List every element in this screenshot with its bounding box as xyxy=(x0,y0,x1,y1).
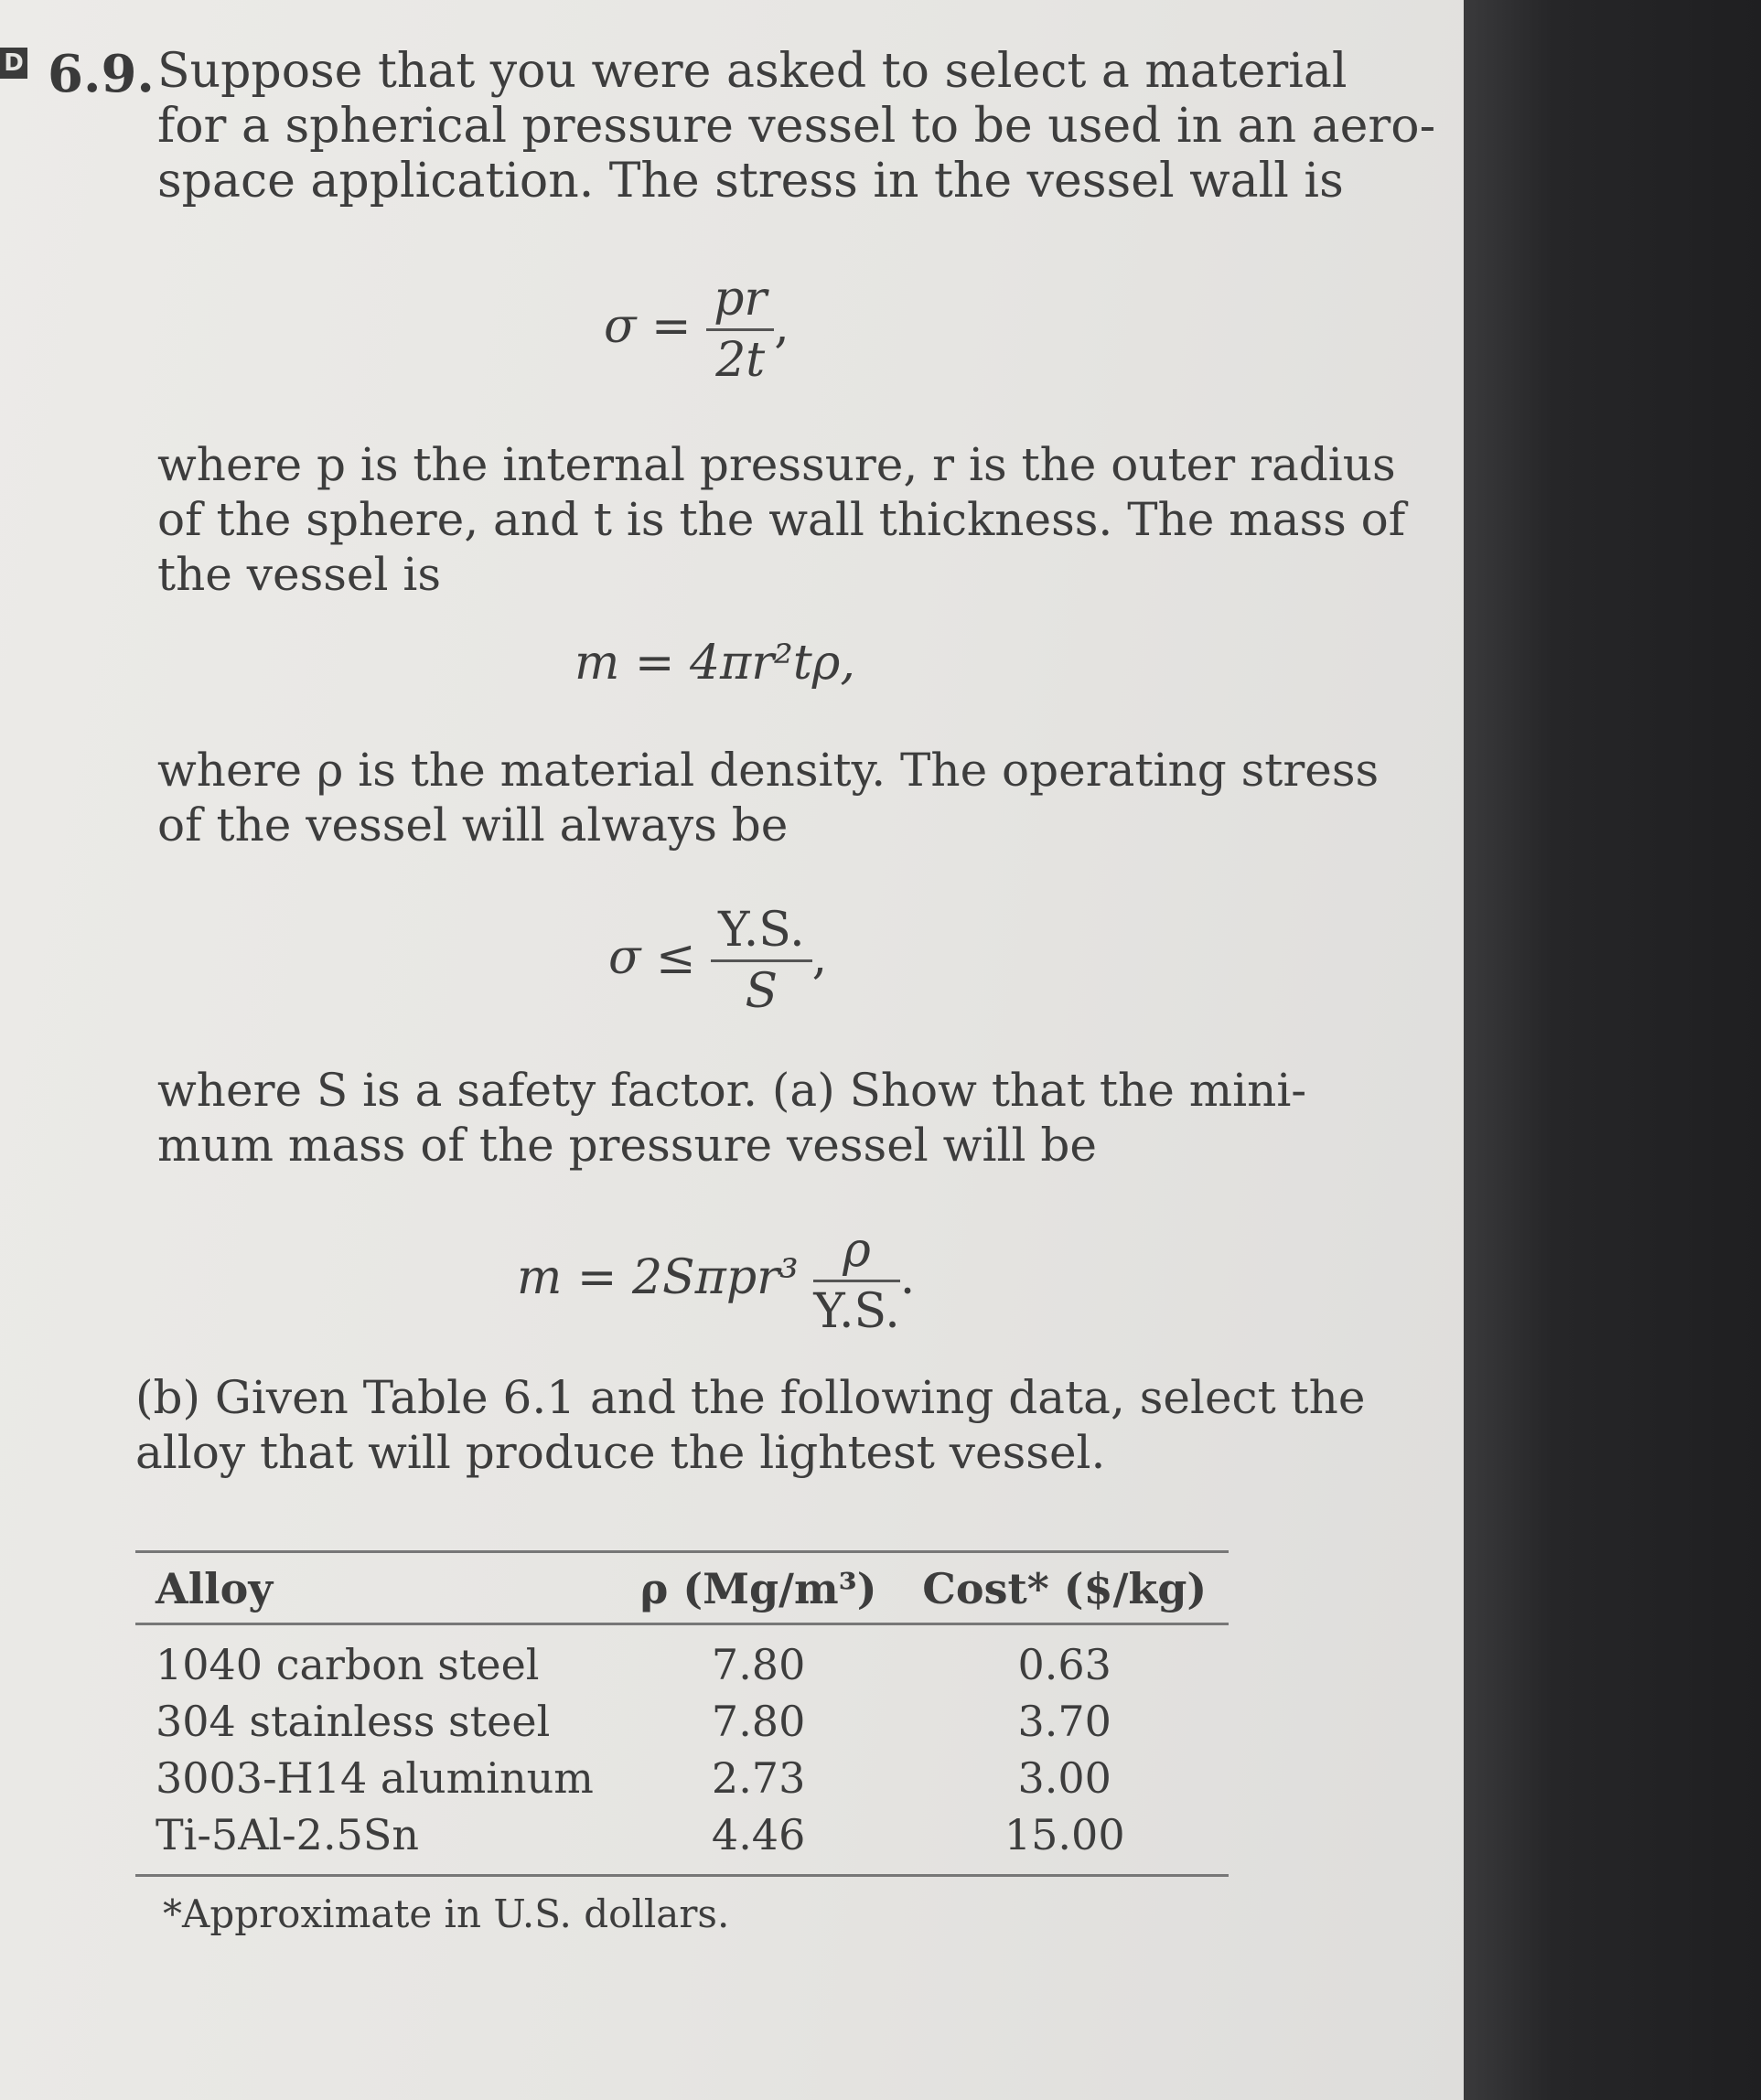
eq-tail: , xyxy=(774,299,789,354)
table-row xyxy=(135,1624,1229,1694)
header-cost: Cost* ($/kg) xyxy=(900,1552,1229,1624)
problem-intro xyxy=(157,44,1436,209)
header-density: ρ (Mg/m³) xyxy=(617,1552,901,1624)
dark-background-edge xyxy=(1464,0,1761,2100)
paragraph-part-b xyxy=(135,1370,1366,1480)
header-alloy: Alloy xyxy=(135,1552,617,1624)
cell-cost: 3.00 xyxy=(1017,1753,1111,1803)
cell-density: 2.73 xyxy=(711,1753,806,1803)
cell-density: 4.46 xyxy=(617,1806,901,1876)
paragraph-safety-factor xyxy=(157,1063,1307,1173)
eq-fraction xyxy=(706,270,774,390)
eq-denominator: 2t xyxy=(715,333,766,388)
cell-cost: 3.70 xyxy=(1017,1697,1111,1746)
cell-alloy: Ti-5Al-2.5Sn xyxy=(135,1806,617,1876)
eq-fraction xyxy=(711,901,811,1021)
eq-denominator: Y.S. xyxy=(813,1284,900,1339)
table-footnote: *Approximate in U.S. dollars. xyxy=(163,1891,730,1936)
eq-fraction xyxy=(813,1221,899,1341)
text-line: alloy that will produce the lightest vessel. xyxy=(135,1426,1106,1479)
table-row xyxy=(135,1750,1229,1806)
cell-density: 7.80 xyxy=(711,1697,806,1746)
equation-stress xyxy=(604,270,789,390)
cell-alloy: 3003-H14 aluminum xyxy=(156,1753,594,1803)
table-row xyxy=(135,1806,1229,1876)
cell-cost: 0.63 xyxy=(1017,1640,1111,1689)
text-line: of the vessel will always be xyxy=(157,798,789,852)
paragraph-density xyxy=(157,743,1380,852)
alloy-table xyxy=(135,1550,1229,1877)
text-line: for a spherical pressure vessel to be used in an aero- xyxy=(157,99,1436,154)
text-line: space application. The stress in the vessel wall is xyxy=(157,154,1344,209)
eq-lhs: m = 2Sπpr³ xyxy=(517,1250,799,1305)
text-line: Suppose that you were asked to select a material xyxy=(157,44,1348,99)
equation-operating-stress xyxy=(608,901,827,1021)
eq-tail: , xyxy=(811,930,828,985)
table-row xyxy=(135,1693,1229,1750)
text-line: where p is the internal pressure, r is the outer radius xyxy=(157,438,1396,491)
eq-relation: ≤ xyxy=(656,930,696,985)
cell-cost: 15.00 xyxy=(900,1806,1229,1876)
design-problem-marker: D xyxy=(0,48,27,79)
equation-mass: m = 4πr²tρ, xyxy=(574,636,855,691)
eq-relation: = xyxy=(651,299,692,354)
eq-denominator: S xyxy=(745,964,778,1019)
table-header-row xyxy=(135,1552,1229,1624)
cell-alloy: 1040 carbon steel xyxy=(156,1640,540,1689)
text-line: where S is a safety factor. (a) Show that the mini- xyxy=(157,1064,1307,1117)
eq-numerator: pr xyxy=(706,270,774,331)
eq-lhs: σ xyxy=(604,299,637,354)
eq-numerator: ρ xyxy=(813,1221,899,1282)
text-line: of the sphere, and t is the wall thickness. The mass of xyxy=(157,493,1406,546)
text-line: (b) Given Table 6.1 and the following data, select the xyxy=(135,1371,1366,1424)
eq-numerator: Y.S. xyxy=(711,901,811,962)
text-line: where ρ is the material density. The operating stress xyxy=(157,744,1380,797)
cell-density: 7.80 xyxy=(711,1640,806,1689)
text-line: the vessel is xyxy=(157,548,442,601)
eq-tail: . xyxy=(899,1250,916,1305)
equation-minimum-mass xyxy=(517,1221,915,1341)
text-line: mum mass of the pressure vessel will be xyxy=(157,1119,1097,1172)
paragraph-definitions xyxy=(157,437,1406,602)
cell-alloy: 304 stainless steel xyxy=(156,1697,551,1746)
problem-number: 6.9. xyxy=(48,44,155,104)
eq-lhs: σ xyxy=(608,930,641,985)
